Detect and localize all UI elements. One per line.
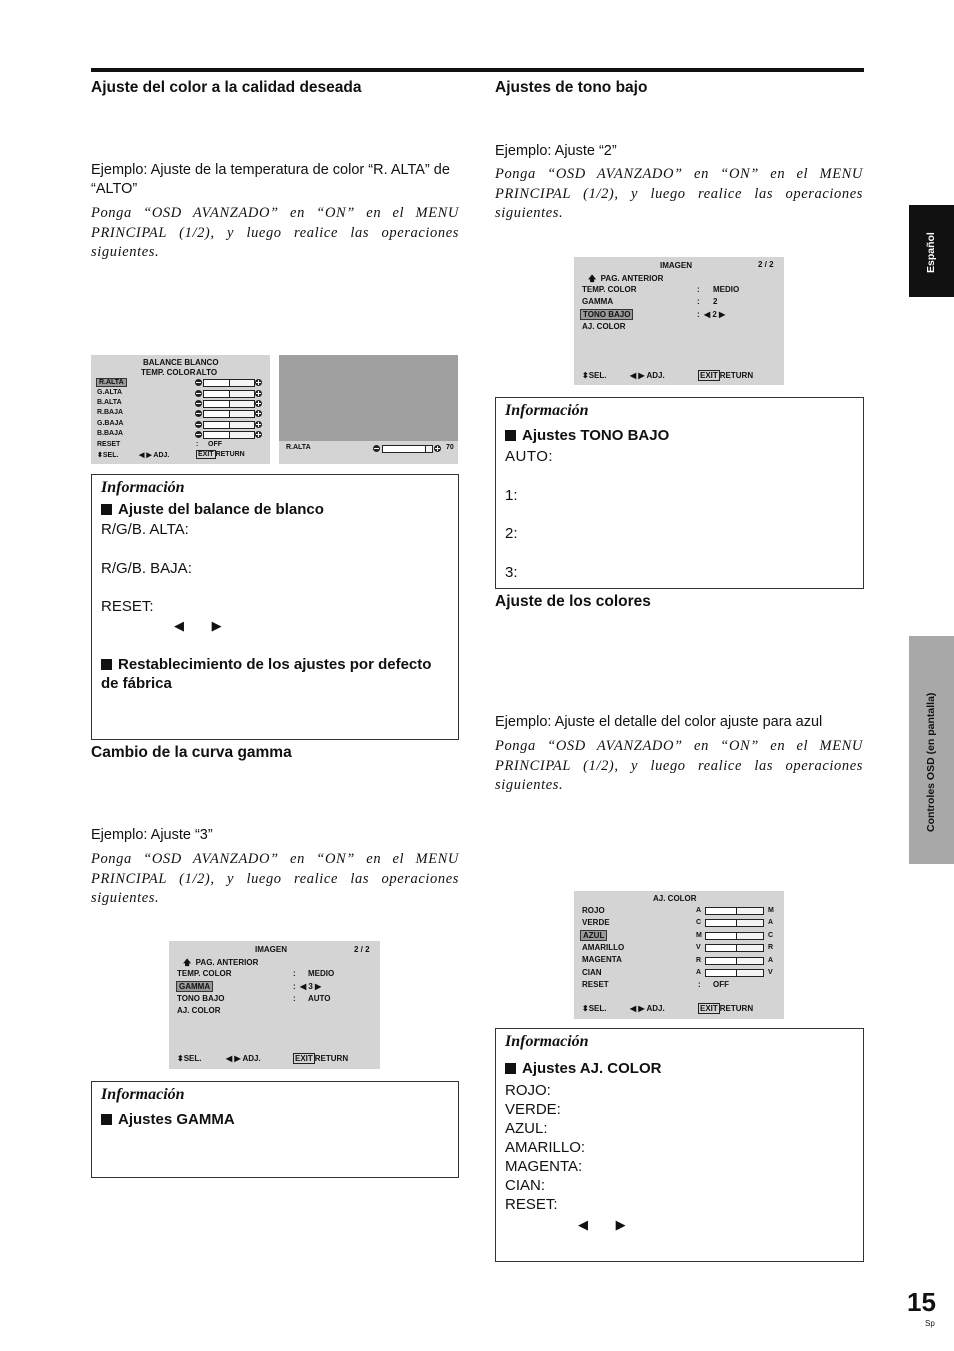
- osd-row-label: MAGENTA: [582, 955, 622, 964]
- info-line: VERDE:: [505, 1101, 561, 1118]
- top-rule: [91, 68, 864, 72]
- osd-row-label: AMARILLO: [582, 943, 625, 952]
- instruction-text: Ponga “OSD AVANZADO” en “ON” en el MENU PRINCIPAL (1/2), y luego realice las operaciones siguientes.: [91, 851, 459, 906]
- osd-footer-adj: ◀ ▶ ADJ.: [630, 371, 665, 380]
- osd-footer-exit: EXIT RETURN: [700, 1004, 754, 1013]
- info-title: Información: [505, 402, 589, 419]
- level-bar: [705, 944, 764, 952]
- osd-row-label: R.ALTA: [96, 378, 127, 387]
- level-bar: [203, 390, 255, 398]
- osd-row-left: C: [696, 919, 702, 926]
- level-bar: [203, 400, 255, 408]
- plus-icon: [255, 400, 262, 407]
- page-suffix: Sp: [925, 1319, 935, 1328]
- osd-row-label: R.BAJA: [97, 409, 124, 416]
- heading-colores: Ajuste de los colores: [495, 593, 651, 610]
- osd-row-right: V: [768, 969, 773, 976]
- osd-row-value: MEDIO: [713, 285, 740, 294]
- osd-temp-value: ALTO: [196, 368, 218, 377]
- info-line: AZUL:: [505, 1120, 548, 1137]
- osd-row-colon: :: [293, 969, 296, 978]
- example-text: Ejemplo: Ajuste el detalle del color ajuste para azul: [495, 714, 823, 730]
- osd-row-right: C: [768, 932, 774, 939]
- osd-balance-blanco: [91, 355, 270, 464]
- info-subheading: Ajustes TONO BAJO: [505, 427, 669, 444]
- info-line: RESET:: [505, 1196, 558, 1213]
- example-text: Ejemplo: Ajuste “3”: [91, 827, 213, 843]
- osd-footer-sel: ⬍SEL.: [582, 371, 607, 380]
- heading-gamma: Cambio de la curva gamma: [91, 744, 292, 761]
- osd-row-label: AJ. COLOR: [582, 322, 626, 331]
- osd-row-label: G.BAJA: [97, 420, 124, 427]
- osd-row-colon: :: [293, 982, 296, 991]
- osd-row-value: ◀ 2 ▶: [704, 310, 726, 319]
- side-tab-label: Controles OSD (en pantalla): [925, 692, 937, 832]
- osd-footer-adj: ◀ ▶ ADJ.: [630, 1004, 665, 1013]
- info-box-tono-bajo: [495, 397, 864, 589]
- instruction-text: Ponga “OSD AVANZADO” en “ON” en el MENU PRINCIPAL (1/2), y luego realice las operaciones siguientes.: [91, 205, 459, 260]
- osd-row-colon: :: [697, 285, 700, 294]
- osd-row-left: A: [696, 907, 702, 914]
- info-title: Información: [101, 1086, 185, 1103]
- info-subheading: Ajustes AJ. COLOR: [505, 1060, 661, 1077]
- level-bar: [203, 379, 255, 387]
- osd-single-value: 70: [446, 444, 454, 451]
- osd-row-left: V: [696, 944, 701, 951]
- osd-footer-exit: EXIT RETURN: [198, 451, 245, 458]
- osd-reset-colon: :: [698, 980, 701, 989]
- osd-prev-page: 🡅 PAG. ANTERIOR: [183, 958, 259, 967]
- plus-icon: [255, 410, 262, 417]
- osd-row-colon: :: [293, 994, 296, 1003]
- osd-row-label: TEMP. COLOR: [177, 969, 232, 978]
- osd-row-value: 2: [713, 297, 718, 306]
- info-line: AUTO:: [505, 448, 554, 465]
- minus-icon: [195, 421, 202, 428]
- osd-row-right: M: [768, 907, 774, 914]
- osd-row-label: GAMMA: [582, 297, 614, 306]
- level-bar: [382, 445, 433, 453]
- info-box-aj-color: [495, 1028, 864, 1262]
- instruction-text: Ponga “OSD AVANZADO” en “ON” en el MENU PRINCIPAL (1/2), y luego realice las operaciones siguientes.: [495, 166, 863, 221]
- osd-title: IMAGEN: [255, 945, 287, 954]
- minus-icon: [195, 379, 202, 386]
- osd-imagen-tono: [574, 257, 784, 385]
- osd-row-label: B.ALTA: [97, 399, 122, 406]
- osd-row-right: A: [768, 957, 774, 964]
- plus-icon: [255, 431, 262, 438]
- info-line: MAGENTA:: [505, 1158, 583, 1175]
- minus-icon: [195, 390, 202, 397]
- osd-row-colon: :: [697, 297, 700, 306]
- osd-footer-exit: EXIT RETURN: [700, 371, 754, 380]
- example-text: Ejemplo: Ajuste de la temperatura de color “R. ALTA” de “ALTO”: [91, 162, 450, 197]
- osd-reset-value: OFF: [713, 980, 729, 989]
- osd-row-label: TONO BAJO: [177, 994, 225, 1003]
- level-bar: [203, 410, 255, 418]
- side-tab-espanol: [909, 205, 954, 297]
- level-bar: [203, 421, 255, 429]
- info-subheading: Restablecimiento de los ajustes por defecto de fábrica: [101, 656, 432, 692]
- info-line: 2:: [505, 525, 518, 542]
- osd-row-colon: :: [697, 310, 700, 319]
- osd-row-value: ◀ 3 ▶: [300, 982, 322, 991]
- osd-row-label: AJ. COLOR: [177, 1006, 221, 1015]
- level-bar: [203, 431, 255, 439]
- osd-page: 2 / 2: [354, 945, 370, 954]
- osd-row-label: G.ALTA: [97, 389, 123, 396]
- minus-icon: [195, 410, 202, 417]
- osd-row-left: A: [696, 969, 702, 976]
- osd-row-label: VERDE: [582, 918, 610, 927]
- osd-page: 2 / 2: [758, 260, 774, 269]
- level-bar: [705, 969, 764, 977]
- osd-row-label: GAMMA: [176, 981, 213, 992]
- level-bar: [705, 919, 764, 927]
- osd-aj-color: [574, 891, 784, 1019]
- info-title: Información: [505, 1033, 589, 1050]
- info-line: R/G/B. ALTA:: [101, 521, 189, 538]
- info-subheading: Ajustes GAMMA: [101, 1111, 235, 1128]
- info-subheading: Ajuste del balance de blanco: [101, 501, 324, 518]
- info-box-balance: [91, 474, 459, 740]
- osd-row-label: B.BAJA: [97, 430, 124, 437]
- osd-row-right: R: [768, 944, 774, 951]
- osd-temp-label: TEMP. COLOR: [141, 368, 196, 377]
- page-number: 15: [907, 1287, 936, 1317]
- info-line: R/G/B. BAJA:: [101, 560, 192, 577]
- osd-row-left: R: [696, 957, 702, 964]
- plus-icon: [434, 445, 441, 452]
- instruction-text: Ponga “OSD AVANZADO” en “ON” en el MENU PRINCIPAL (1/2), y luego realice las operaciones siguientes.: [495, 738, 863, 793]
- info-line: CIAN:: [505, 1177, 546, 1194]
- info-line: ROJO:: [505, 1082, 551, 1099]
- osd-footer-sel: ⬍SEL.: [177, 1054, 202, 1063]
- minus-icon: [373, 445, 380, 452]
- osd-row-value: MEDIO: [308, 969, 335, 978]
- info-box-gamma: [91, 1081, 459, 1178]
- osd-row-label: TONO BAJO: [580, 309, 633, 320]
- level-bar: [705, 907, 764, 915]
- osd-prev-page: 🡅 PAG. ANTERIOR: [588, 274, 664, 283]
- osd-footer-exit: EXIT RETURN: [295, 1054, 349, 1063]
- info-line: RESET:: [101, 598, 154, 615]
- osd-footer-adj: ◀ ▶ ADJ.: [226, 1054, 261, 1063]
- arrow-left-right-icon: ◀ ▶: [578, 1217, 638, 1232]
- heading-color-quality: Ajuste del color a la calidad deseada: [91, 79, 362, 96]
- example-text: Ejemplo: Ajuste “2”: [495, 143, 617, 159]
- osd-row-left: M: [696, 932, 702, 939]
- osd-row-label: AZUL: [580, 930, 607, 941]
- osd-row-right: A: [768, 919, 774, 926]
- osd-title: BALANCE BLANCO: [143, 358, 219, 367]
- osd-row-label: ROJO: [582, 906, 605, 915]
- side-tab-controles: [909, 636, 954, 864]
- arrow-left-right-icon: ◀ ▶: [174, 618, 234, 633]
- osd-row-value: AUTO: [308, 994, 331, 1003]
- side-tab-label: Español: [925, 232, 937, 273]
- osd-imagen-gamma: [169, 941, 380, 1069]
- osd-single-label: R.ALTA: [286, 444, 311, 451]
- info-line: 1:: [505, 487, 518, 504]
- osd-row-label: CIAN: [582, 968, 602, 977]
- info-line: 3:: [505, 564, 518, 581]
- osd-footer-adj: ◀ ▶ ADJ.: [139, 452, 170, 459]
- osd-title: IMAGEN: [660, 261, 692, 270]
- info-line: AMARILLO:: [505, 1139, 586, 1156]
- osd-title: AJ. COLOR: [653, 894, 697, 903]
- minus-icon: [195, 431, 202, 438]
- plus-icon: [255, 379, 262, 386]
- osd-single-adjust: [279, 355, 458, 464]
- osd-footer-sel: ⬍SEL.: [582, 1004, 607, 1013]
- level-bar: [705, 957, 764, 965]
- osd-footer-sel: ⬍SEL.: [97, 452, 119, 459]
- osd-reset-colon: :: [196, 441, 199, 448]
- osd-reset-value: OFF: [208, 441, 222, 448]
- osd-reset-label: RESET: [97, 441, 121, 448]
- plus-icon: [255, 421, 262, 428]
- minus-icon: [195, 400, 202, 407]
- osd-row-label: TEMP. COLOR: [582, 285, 637, 294]
- level-bar: [705, 932, 764, 940]
- plus-icon: [255, 390, 262, 397]
- osd-reset-label: RESET: [582, 980, 609, 989]
- heading-tono-bajo: Ajustes de tono bajo: [495, 79, 648, 96]
- info-title: Información: [101, 479, 185, 496]
